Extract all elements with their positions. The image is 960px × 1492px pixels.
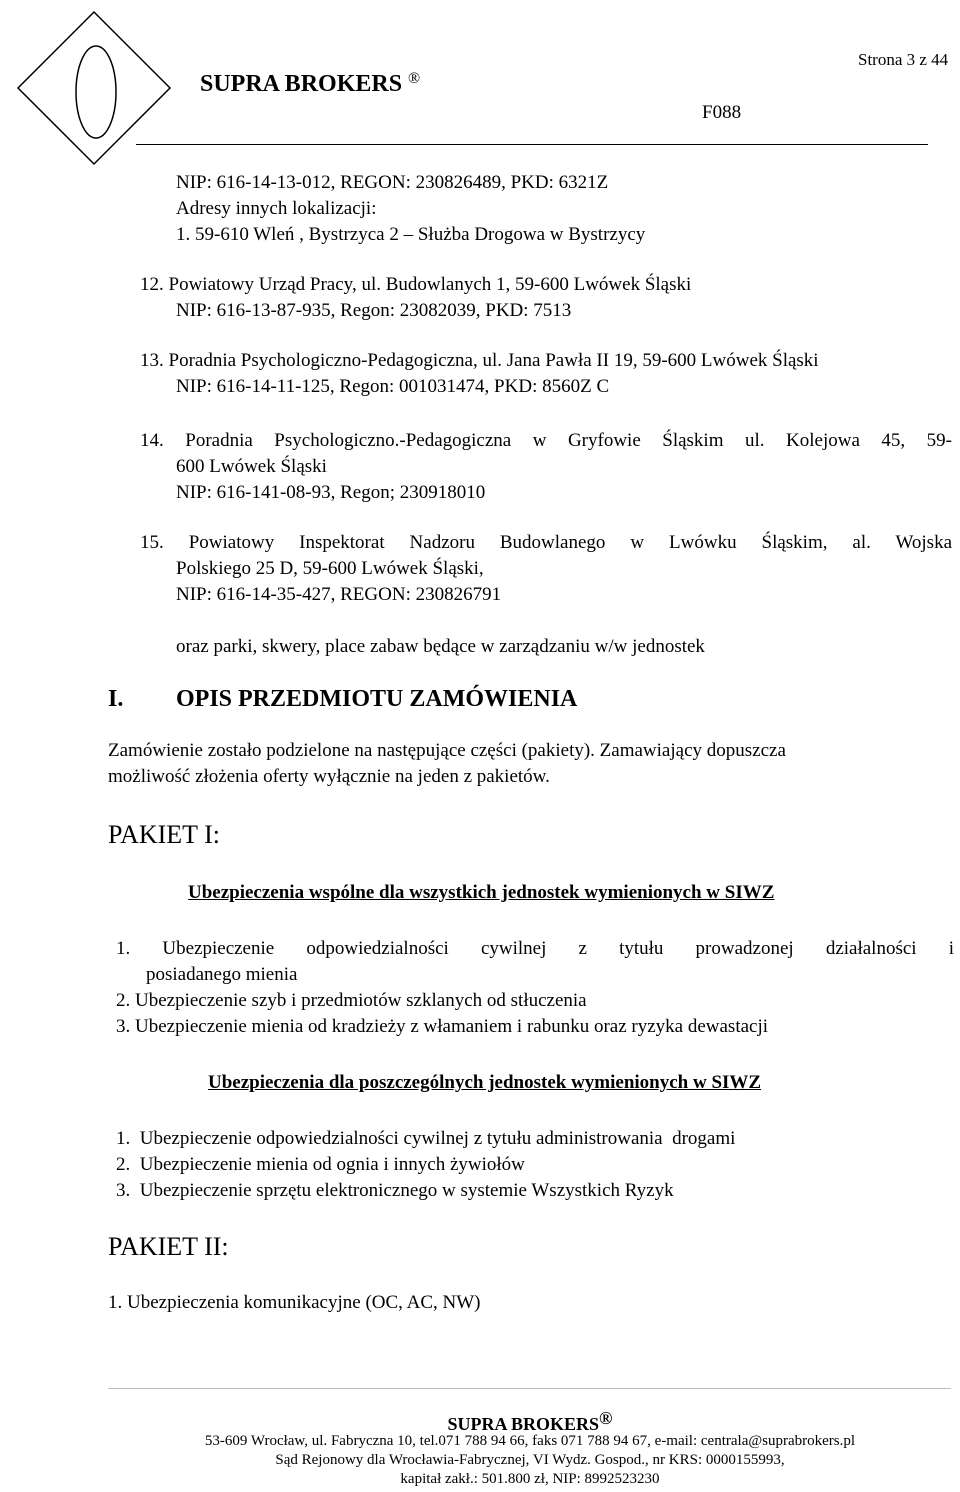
intro-line1: Zamówienie zostało podzielone na następujące części (pakiety). Zamawiający dopuszcza xyxy=(108,740,786,761)
header-brand: SUPRA BROKERS ® xyxy=(200,70,421,97)
item12-line1: 12. Powiatowy Urząd Pracy, ul. Budowlanych 1, 59-600 Lwówek Śląski xyxy=(140,274,692,295)
pakiet-1-heading: PAKIET I: xyxy=(108,820,220,849)
item14-line3: NIP: 616-141-08-93, Regon; 230918010 xyxy=(176,482,486,503)
pakiet-2-item-1: 1. Ubezpieczenia komunikacyjne (OC, AC, NW) xyxy=(108,1292,481,1313)
registered-mark: ® xyxy=(408,70,421,87)
item15-line3: NIP: 616-14-35-427, REGON: 230826791 xyxy=(176,584,502,605)
footer-divider xyxy=(108,1388,951,1389)
item13-line1: 13. Poradnia Psychologiczno-Pedagogiczna, ul. Jana Pawła II 19, 59-600 Lwówek Śląski xyxy=(140,350,819,371)
item11-location: 1. 59-610 Wleń , Bystrzyca 2 – Służba Drogowa w Bystrzycy xyxy=(176,224,646,245)
section-number: I. xyxy=(108,686,124,712)
individual-item-3: 3. Ubezpieczenie sprzętu elektronicznego w systemie Wszystkich Ryzyk xyxy=(116,1180,674,1201)
item14-line2: 600 Lwówek Śląski xyxy=(176,456,327,477)
item15-line2: Polskiego 25 D, 59-600 Lwówek Śląski, xyxy=(176,558,484,579)
common-insurance-heading: Ubezpieczenia wspólne dla wszystkich jednostek wymienionych w SIWZ xyxy=(188,882,775,903)
header-divider xyxy=(136,144,928,145)
document-code: F088 xyxy=(702,102,742,123)
item14-line1: 14. Poradnia Psychologiczno.-Pedagogiczna w Gryfowie Śląskim ul. Kolejowa 45, 59- xyxy=(140,430,952,451)
individual-insurance-heading: Ubezpieczenia dla poszczególnych jednostek wymienionych w SIWZ xyxy=(208,1072,762,1093)
item12-line2: NIP: 616-13-87-935, Regon: 23082039, PKD: 7513 xyxy=(176,300,572,321)
item13-line2: NIP: 616-14-11-125, Regon: 001031474, PKD: 8560Z C xyxy=(176,376,610,397)
item11-nip: NIP: 616-14-13-012, REGON: 230826489, PKD: 6321Z xyxy=(176,172,609,193)
item11-other-locations: Adresy innych lokalizacji: xyxy=(176,198,377,219)
footer-address: 53-609 Wrocław, ul. Fabryczna 10, tel.071 788 94 66, faks 071 788 94 67, e-mail: centrala@suprabrokers.pl xyxy=(204,1433,856,1449)
intro-line2: możliwość złożenia oferty wyłącznie na jeden z pakietów. xyxy=(108,766,550,787)
common-item-1: 1. Ubezpieczenie odpowiedzialności cywilnej z tytułu prowadzonej działalności i xyxy=(116,938,954,959)
parks-note: oraz parki, skwery, place zabaw będące w zarządzaniu w/w jednostek xyxy=(176,636,705,657)
footer-registered-mark: ® xyxy=(599,1408,613,1428)
section-title: OPIS PRZEDMIOTU ZAMÓWIENIA xyxy=(176,686,578,712)
footer-court: Sąd Rejonowy dla Wrocławia-Fabrycznej, VI Wydz. Gospod., nr KRS: 0000155993, xyxy=(275,1452,785,1468)
page-number: Strona 3 z 44 xyxy=(858,50,949,69)
common-item-2: 2. Ubezpieczenie szyb i przedmiotów szklanych od stłuczenia xyxy=(116,990,587,1011)
footer-brand: SUPRA BROKERS® xyxy=(447,1408,613,1434)
common-item-3: 3. Ubezpieczenie mienia od kradzieży z włamaniem i rabunku oraz ryzyka dewastacji xyxy=(116,1016,769,1037)
common-item-1-cont: posiadanego mienia xyxy=(146,964,298,985)
pakiet-2-heading: PAKIET II: xyxy=(108,1232,229,1261)
individual-item-1: 1. Ubezpieczenie odpowiedzialności cywilnej z tytułu administrowania drogami xyxy=(116,1128,736,1149)
footer-capital: kapitał zakł.: 501.800 zł, NIP: 8992523230 xyxy=(400,1471,660,1487)
item15-line1: 15. Powiatowy Inspektorat Nadzoru Budowlanego w Lwówku Śląskim, al. Wojska xyxy=(140,532,952,553)
individual-item-2: 2. Ubezpieczenie mienia od ognia i innych żywiołów xyxy=(116,1154,525,1175)
